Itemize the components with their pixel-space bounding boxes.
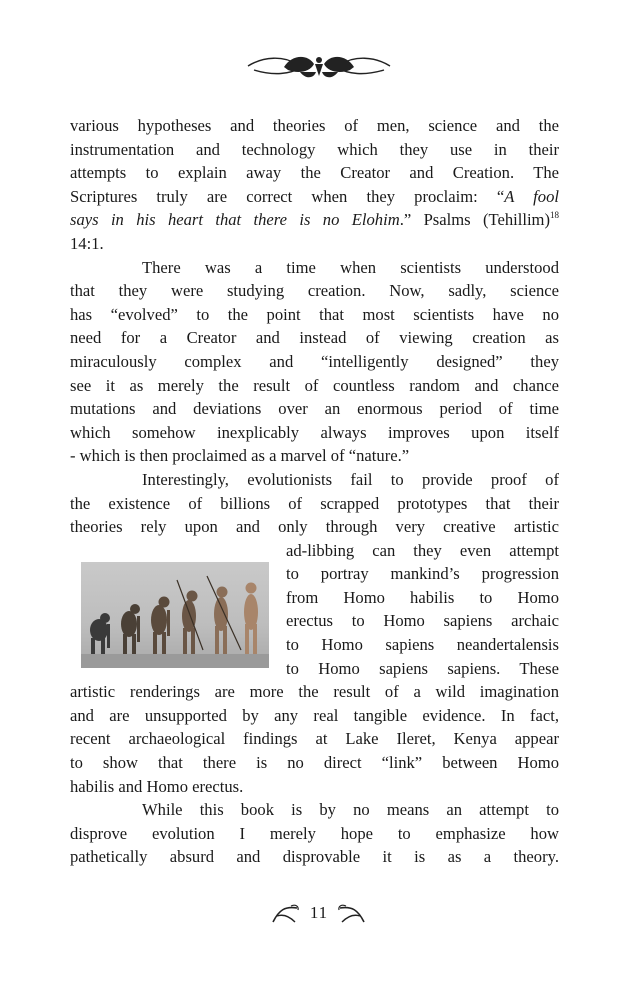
footer-ornament-right-icon (336, 902, 366, 926)
text-line: mutations and deviations over an enormous period of time (70, 399, 559, 419)
text-line: artistic renderings are more the result of a wild imagination (70, 682, 559, 702)
text-line: ad-libbing can they even attempt (286, 540, 559, 560)
text-line: has “evolved” to the point that most scientists have no (70, 304, 559, 324)
text-line: recent archaeological findings at Lake Ileret, Kenya appear (70, 729, 559, 749)
text-line: to show that there is no direct “link” between Homo (70, 753, 559, 773)
body-text (70, 114, 559, 869)
text-line: that they were studying creation. Now, sadly, science (70, 281, 559, 301)
top-ornament-icon (244, 50, 394, 82)
text-line: - which is then proclaimed as a marvel of “nature.” (70, 446, 410, 466)
text-line: attempts to explain away the Creator and Creation. The (70, 163, 559, 183)
text-line: the existence of billions of scrapped prototypes that their (70, 493, 559, 513)
text-line: see it as merely the result of countless random and chance (70, 375, 559, 395)
text-line: to Homo sapiens neandertalensis (286, 635, 559, 655)
text-line: miraculously complex and “intelligently designed” they (70, 351, 559, 371)
text-line (70, 208, 559, 232)
text-line: to portray mankind’s progression (286, 564, 559, 584)
text-line: habilis and Homo erectus. (70, 776, 244, 796)
text-line: which somehow inexplicably always improves upon itself (70, 422, 559, 442)
footnote-reference: 18 (550, 210, 559, 221)
text-segment: .” Psalms (Tehillim) (399, 210, 550, 230)
text-line: erectus to Homo sapiens archaic (286, 611, 559, 631)
text-line: 14:1. (70, 233, 104, 253)
scripture-quote: says in his heart that there is no Elohim (70, 210, 400, 230)
page-number: 11 (309, 903, 329, 922)
footer-ornament-left-icon (271, 902, 301, 926)
text-line: need for a Creator and instead of viewing creation as (70, 328, 559, 348)
text-segment: Scriptures truly are correct when they proclaim: “ (70, 186, 505, 206)
scripture-quote: A fool (504, 186, 559, 206)
text-line: While this book is by no means an attempt to (142, 800, 559, 820)
text-line: pathetically absurd and disprovable it is as a theory. (70, 847, 559, 867)
text-line: There was a time when scientists understood (142, 257, 559, 277)
text-line: theories rely upon and only through very creative artistic (70, 517, 559, 537)
text-line: to Homo sapiens sapiens. These (286, 658, 559, 678)
text-line: Interestingly, evolutionists fail to provide proof of (142, 469, 559, 489)
page-footer (0, 900, 638, 930)
text-line: from Homo habilis to Homo (286, 587, 559, 607)
evolution-march-illustration (81, 562, 269, 668)
text-line (70, 185, 559, 209)
text-line: various hypotheses and theories of men, science and the (70, 116, 559, 135)
text-line: and are unsupported by any real tangible evidence. In fact, (70, 705, 559, 725)
text-line: instrumentation and technology which they use in their (70, 139, 559, 159)
text-line: disprove evolution I merely hope to emphasize how (70, 823, 559, 843)
